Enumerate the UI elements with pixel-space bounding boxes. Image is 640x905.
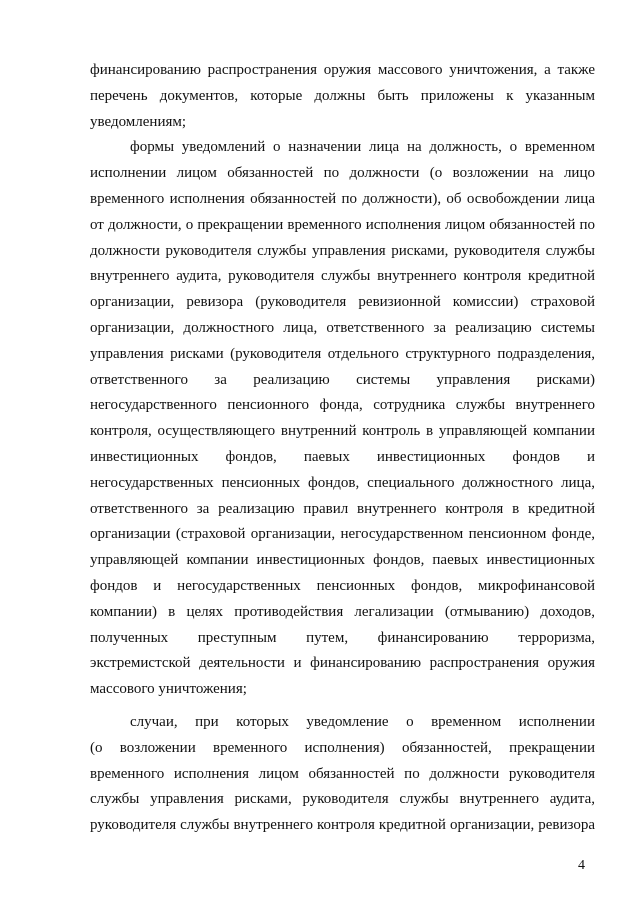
- text-line: управления рисками (руководителя отдельного структурного подразделения,: [90, 345, 595, 362]
- text-line: руководителя службы внутреннего контроля кредитной организации, ревизора: [90, 817, 595, 834]
- text-line: внутреннего аудита, руководителя службы внутреннего контроля кредитной: [90, 268, 595, 285]
- text-line: компании) в целях противодействия легализации (отмыванию) доходов,: [90, 603, 595, 620]
- text-line: инвестиционных фондов, паевых инвестиционных фондов и: [90, 448, 595, 465]
- paragraph-start-line: случаи, при которых уведомление о временном исполнении: [130, 713, 595, 730]
- text-line: негосударственного пенсионного фонда, сотрудника службы внутреннего: [90, 397, 595, 414]
- text-line: полученных преступным путем, финансированию терроризма,: [90, 629, 595, 646]
- text-line: (о возложении временного исполнения) обязанностей, прекращении: [90, 739, 595, 756]
- paragraph-start-line: формы уведомлений о назначении лица на должность, о временном: [130, 139, 595, 156]
- text-line: временного исполнения обязанностей по должности), об освобождении лица: [90, 190, 595, 207]
- text-line: финансированию распространения оружия массового уничтожения, а также: [90, 62, 595, 78]
- text-line: организации (страховой организации, негосударственном пенсионном фонде,: [90, 526, 595, 543]
- text-line: управляющей компании инвестиционных фондов, паевых инвестиционных: [90, 552, 595, 569]
- text-line: службы управления рисками, руководителя службы внутреннего аудита,: [90, 791, 595, 808]
- text-line: ответственного за реализацию системы управления рисками): [90, 371, 595, 388]
- text-line: негосударственных пенсионных фондов, специального должностного лица,: [90, 474, 595, 491]
- text-line: перечень документов, которые должны быть приложены к указанным: [90, 87, 595, 104]
- text-line: исполнении лицом обязанностей по должности (о возложении на лицо: [90, 165, 595, 182]
- text-line: должности руководителя службы управления рисками, руководителя службы: [90, 242, 595, 259]
- text-line: контроля, осуществляющего внутренний контроль в управляющей компании: [90, 423, 595, 440]
- text-line: от должности, о прекращении временного исполнения лицом обязанностей по: [90, 216, 595, 233]
- text-line: временного исполнения лицом обязанностей по должности руководителя: [90, 765, 595, 782]
- text-line: ответственного за реализацию правил внутреннего контроля в кредитной: [90, 500, 595, 517]
- page-number: 4: [578, 858, 585, 873]
- text-line: уведомлениям;: [90, 113, 187, 130]
- text-line: массового уничтожения;: [90, 681, 247, 698]
- text-line: организации, должностного лица, ответственного за реализацию системы: [90, 319, 595, 336]
- text-line: организации, ревизора (руководителя ревизионной комиссии) страховой: [90, 294, 595, 311]
- text-line: фондов и негосударственных пенсионных фондов, микрофинансовой: [90, 577, 595, 594]
- document-body: [90, 58, 595, 839]
- text-line: экстремистской деятельности и финансированию распространения оружия: [90, 655, 595, 672]
